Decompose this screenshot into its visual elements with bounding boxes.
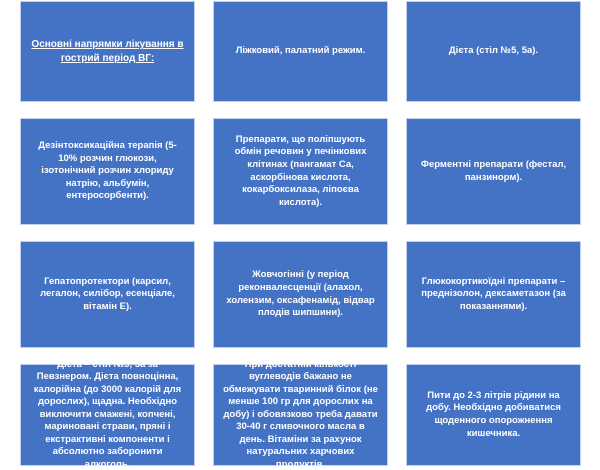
box-detox-therapy: Дезінтоксикаційна терапія (5-10% розчин глюкози, ізотонічний розчин хлориду натрію, альбумін, ентеросорбенти). — [21, 119, 194, 224]
box-diet-pevzner: Дієта – стіл №5, 5а за Певзнером. Дієта повноцінна, калорійна (до 3000 калорій для дорослих), щадна. Необхідно виключити смажені, копчені, мариновані страви, пряні і екстрактивні компоненти і абсолютно заборонити алкоголь. — [21, 365, 194, 465]
box-enzyme-drugs: Ферментні препарати (фестал, панзинорм). — [407, 119, 580, 224]
box-hepatoprotectors: Гепатопротектори (карсил, легалон, силібор, есенціале, вітамін Е). — [21, 242, 194, 347]
box-protein-fats: При достатній кількості вуглеводів бажано не обмежувати тваринний білок (не менше 100 гр для дорослих на добу) і обовязково треба давати 30-40 г сливочного масла в день. Вітаміни за рахунок натуральних харчових продуктів. — [214, 365, 387, 465]
box-cholagogues: Жовчогінні (у період реконвалесценції (алахол, холензим, оксафенамід, відвар плодів шипшини). — [214, 242, 387, 347]
box-regimen: Ліжковий, палатний режим. — [214, 2, 387, 101]
box-diet: Дієта (стіл №5, 5а). — [407, 2, 580, 101]
box-glucocorticoids: Глюкокортикоїдні препарати – преднізолон, дексаметазон (за показаннями). — [407, 242, 580, 347]
box-title: Основні напрямки лікування в гострий період ВГ: — [21, 2, 194, 101]
box-metabolic-drugs: Препарати, що поліпшують обмін речовин у печінкових клітинах (пангамат Са, аскорбінова кислота, кокарбоксилаза, ліпоєва кислота). — [214, 119, 387, 224]
box-fluids: Пити до 2-3 літрів рідини на добу. Необхідно добиватися щоденного опорожнення кишечника. — [407, 365, 580, 465]
treatment-diagram-grid — [21, 2, 580, 470]
